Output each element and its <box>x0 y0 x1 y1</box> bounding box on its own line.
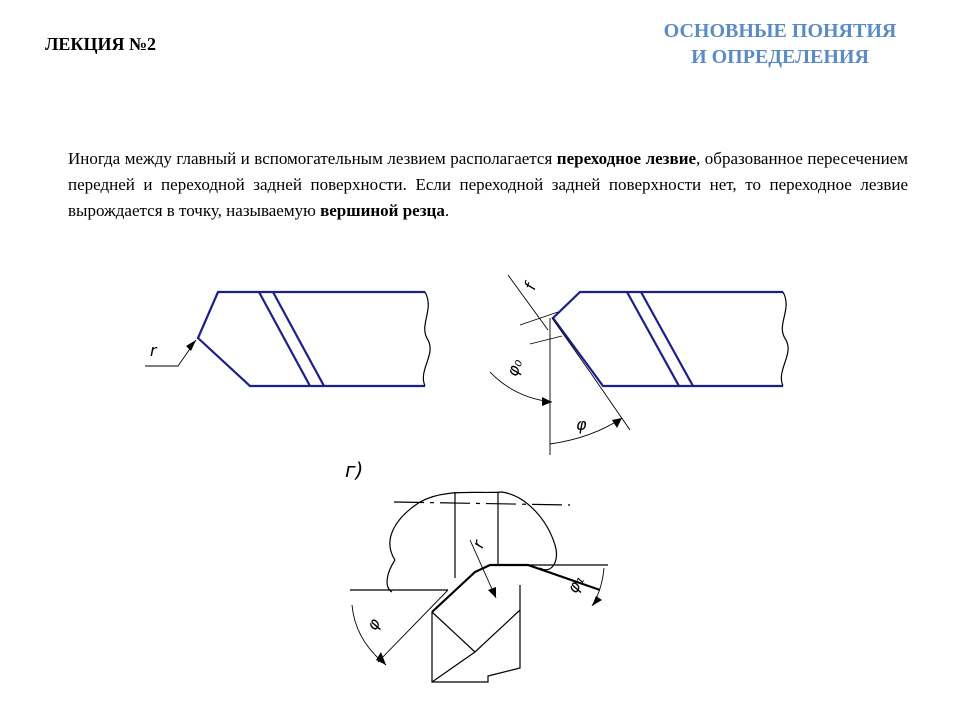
term-transition-edge: переходное лезвие <box>556 149 697 168</box>
fig3-tool-facet-3 <box>432 652 475 682</box>
fig3-phi-ray <box>378 590 448 662</box>
fig3-label-phi1: φ₁ <box>562 572 588 597</box>
fig3-label-phi: φ <box>362 614 385 634</box>
figure-3-tool <box>345 458 608 682</box>
figure-1-tool <box>145 292 430 386</box>
fig2-label-phi: φ <box>576 415 587 434</box>
fig3-label-r: r <box>468 537 489 551</box>
fig3-tool-facet-2 <box>475 610 520 652</box>
fig3-tool-facet-1 <box>432 612 475 652</box>
fig2-phi-ray <box>590 372 630 430</box>
fig3-workpiece-contour <box>390 492 557 570</box>
fig3-centerline <box>394 502 570 505</box>
fig2-hatch-line-1 <box>627 292 679 386</box>
fig3-radius-arrowhead <box>488 587 496 598</box>
fig3-phi1-arrowhead <box>592 596 602 606</box>
term-tool-tip: вершиной резца <box>320 201 445 220</box>
fig3-phi-arrowhead <box>376 652 386 665</box>
fig1-tool-outline <box>198 292 425 386</box>
fig2-label-f: f <box>520 280 541 293</box>
section-title-line1: ОСНОВНЫЕ ПОНЯТИЯ <box>663 20 897 42</box>
fig1-radius-arrowhead <box>186 340 196 351</box>
fig3-workpiece-left <box>387 560 395 592</box>
fig2-hatch-line-2 <box>641 292 693 386</box>
fig2-cutting-edge-extension <box>552 318 590 372</box>
paragraph-text-3: . <box>444 201 450 220</box>
fig2-break-line <box>781 292 788 386</box>
lecture-title: ЛЕКЦИЯ №2 <box>45 34 157 54</box>
fig1-hatch-line-1 <box>259 292 310 386</box>
figure-2-tool <box>490 275 788 455</box>
paragraph-text-1: Иногда между главный и вспомогательным лезвием располагается <box>68 149 557 168</box>
fig3-label-g: г) <box>345 458 364 482</box>
fig2-label-phi0: φ₀ <box>502 356 527 379</box>
fig1-label-r: r <box>150 341 157 360</box>
fig2-phi0-arrowhead <box>542 397 552 406</box>
fig2-f-dim-2 <box>530 336 562 344</box>
fig1-hatch-line-2 <box>273 292 324 386</box>
section-title-line2: И ОПРЕДЕЛЕНИЯ <box>691 46 869 68</box>
paragraph-text-2: , образованное пересечением передней и переходной задней поверхности. Если переходной задней поверхности нет, то переходное лезвие вырождается в точку, называемую <box>68 149 908 220</box>
fig1-break-line <box>423 292 430 386</box>
